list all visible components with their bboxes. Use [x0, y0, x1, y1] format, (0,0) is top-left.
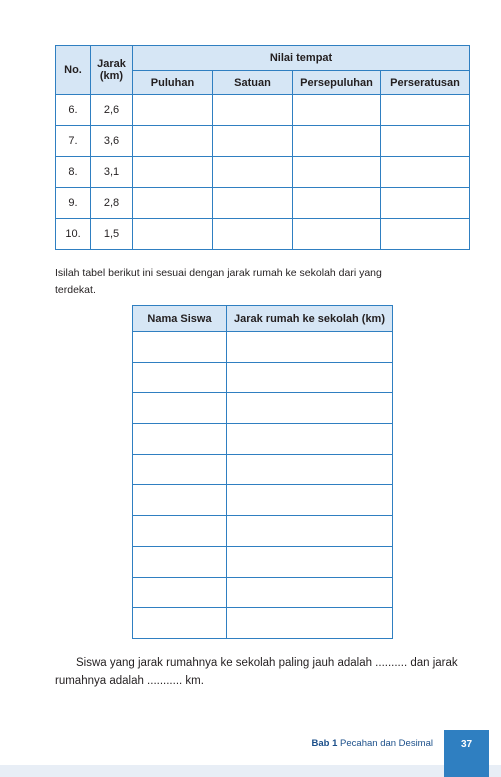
answer-cell[interactable]: [133, 188, 213, 219]
jarak-cell[interactable]: [227, 516, 393, 547]
jarak-cell[interactable]: [227, 608, 393, 639]
jarak-cell[interactable]: [227, 454, 393, 485]
answer-cell[interactable]: [293, 126, 381, 157]
answer-cell[interactable]: [133, 95, 213, 126]
table-row: [133, 546, 393, 577]
answer-cell[interactable]: [213, 188, 293, 219]
answer-cell[interactable]: [293, 219, 381, 250]
row-no: 8.: [56, 157, 91, 188]
answer-cell[interactable]: [213, 126, 293, 157]
table-row: [56, 95, 470, 126]
table-row: [133, 362, 393, 393]
answer-cell[interactable]: [381, 157, 470, 188]
jarak-cell[interactable]: [227, 546, 393, 577]
nama-siswa-cell[interactable]: [133, 454, 227, 485]
nama-siswa-cell[interactable]: [133, 516, 227, 547]
row-jarak: 3,1: [91, 157, 133, 188]
table-row: [133, 516, 393, 547]
nama-siswa-cell[interactable]: [133, 546, 227, 577]
nama-siswa-cell[interactable]: [133, 424, 227, 455]
answer-cell[interactable]: [293, 95, 381, 126]
table-row: [133, 485, 393, 516]
jarak-cell[interactable]: [227, 485, 393, 516]
header-jarak: [91, 46, 133, 95]
footer-chapter: [312, 738, 433, 749]
answer-cell[interactable]: [213, 157, 293, 188]
table-row: [133, 577, 393, 608]
row-no: 6.: [56, 95, 91, 126]
answer-cell[interactable]: [381, 219, 470, 250]
row-no: 9.: [56, 188, 91, 219]
table-row: [56, 188, 470, 219]
footer-bar: [0, 765, 501, 777]
jarak-cell[interactable]: [227, 332, 393, 363]
header-jarak-rumah: Jarak rumah ke sekolah (km): [227, 306, 393, 332]
page-number: 37: [444, 730, 489, 777]
ranking-table-body: [133, 332, 393, 639]
place-value-table: [55, 45, 470, 250]
nama-siswa-cell[interactable]: [133, 577, 227, 608]
table-row: [56, 126, 470, 157]
header-jarak-unit: (km): [99, 70, 124, 82]
instruction-text: Isilah tabel berikut ini sesuai dengan jarak rumah ke sekolah dari yang terdekat.: [55, 267, 382, 296]
answer-cell[interactable]: [293, 188, 381, 219]
chapter-title: Pecahan dan Desimal: [340, 738, 433, 749]
header-no: No.: [56, 46, 91, 95]
header-nama-siswa: Nama Siswa: [133, 306, 227, 332]
answer-cell[interactable]: [213, 219, 293, 250]
header-satuan: Satuan: [213, 71, 293, 95]
answer-cell[interactable]: [381, 188, 470, 219]
row-jarak: 1,5: [91, 219, 133, 250]
row-jarak: 2,6: [91, 95, 133, 126]
table-row: [133, 393, 393, 424]
row-jarak: 3,6: [91, 126, 133, 157]
table-row: [133, 332, 393, 363]
conclusion-text: Siswa yang jarak rumahnya ke sekolah paling jauh adalah .......... dan jarak rumahnya adalah ........... km.: [55, 657, 458, 687]
nama-siswa-cell[interactable]: [133, 362, 227, 393]
answer-cell[interactable]: [133, 157, 213, 188]
answer-cell[interactable]: [381, 126, 470, 157]
table-row: [56, 157, 470, 188]
nama-siswa-cell[interactable]: [133, 608, 227, 639]
jarak-cell[interactable]: [227, 577, 393, 608]
row-no: 7.: [56, 126, 91, 157]
answer-cell[interactable]: [293, 157, 381, 188]
chapter-number: Bab 1: [311, 738, 338, 749]
table-row: [133, 608, 393, 639]
row-no: 10.: [56, 219, 91, 250]
jarak-cell[interactable]: [227, 424, 393, 455]
table-row: [133, 454, 393, 485]
row-jarak: 2,8: [91, 188, 133, 219]
nama-siswa-cell[interactable]: [133, 332, 227, 363]
answer-cell[interactable]: [133, 126, 213, 157]
nama-siswa-cell[interactable]: [133, 393, 227, 424]
table-row: [56, 219, 470, 250]
table-row: [133, 424, 393, 455]
header-perseratusan: Perseratusan: [381, 71, 470, 95]
jarak-cell[interactable]: [227, 362, 393, 393]
answer-cell[interactable]: [381, 95, 470, 126]
nama-siswa-cell[interactable]: [133, 485, 227, 516]
jarak-cell[interactable]: [227, 393, 393, 424]
header-jarak-label: Jarak: [97, 58, 126, 70]
header-nilai-tempat: Nilai tempat: [133, 46, 470, 71]
answer-cell[interactable]: [133, 219, 213, 250]
header-puluhan: Puluhan: [133, 71, 213, 95]
ranking-table: [132, 305, 393, 639]
answer-cell[interactable]: [213, 95, 293, 126]
header-persepuluhan: Persepuluhan: [293, 71, 381, 95]
